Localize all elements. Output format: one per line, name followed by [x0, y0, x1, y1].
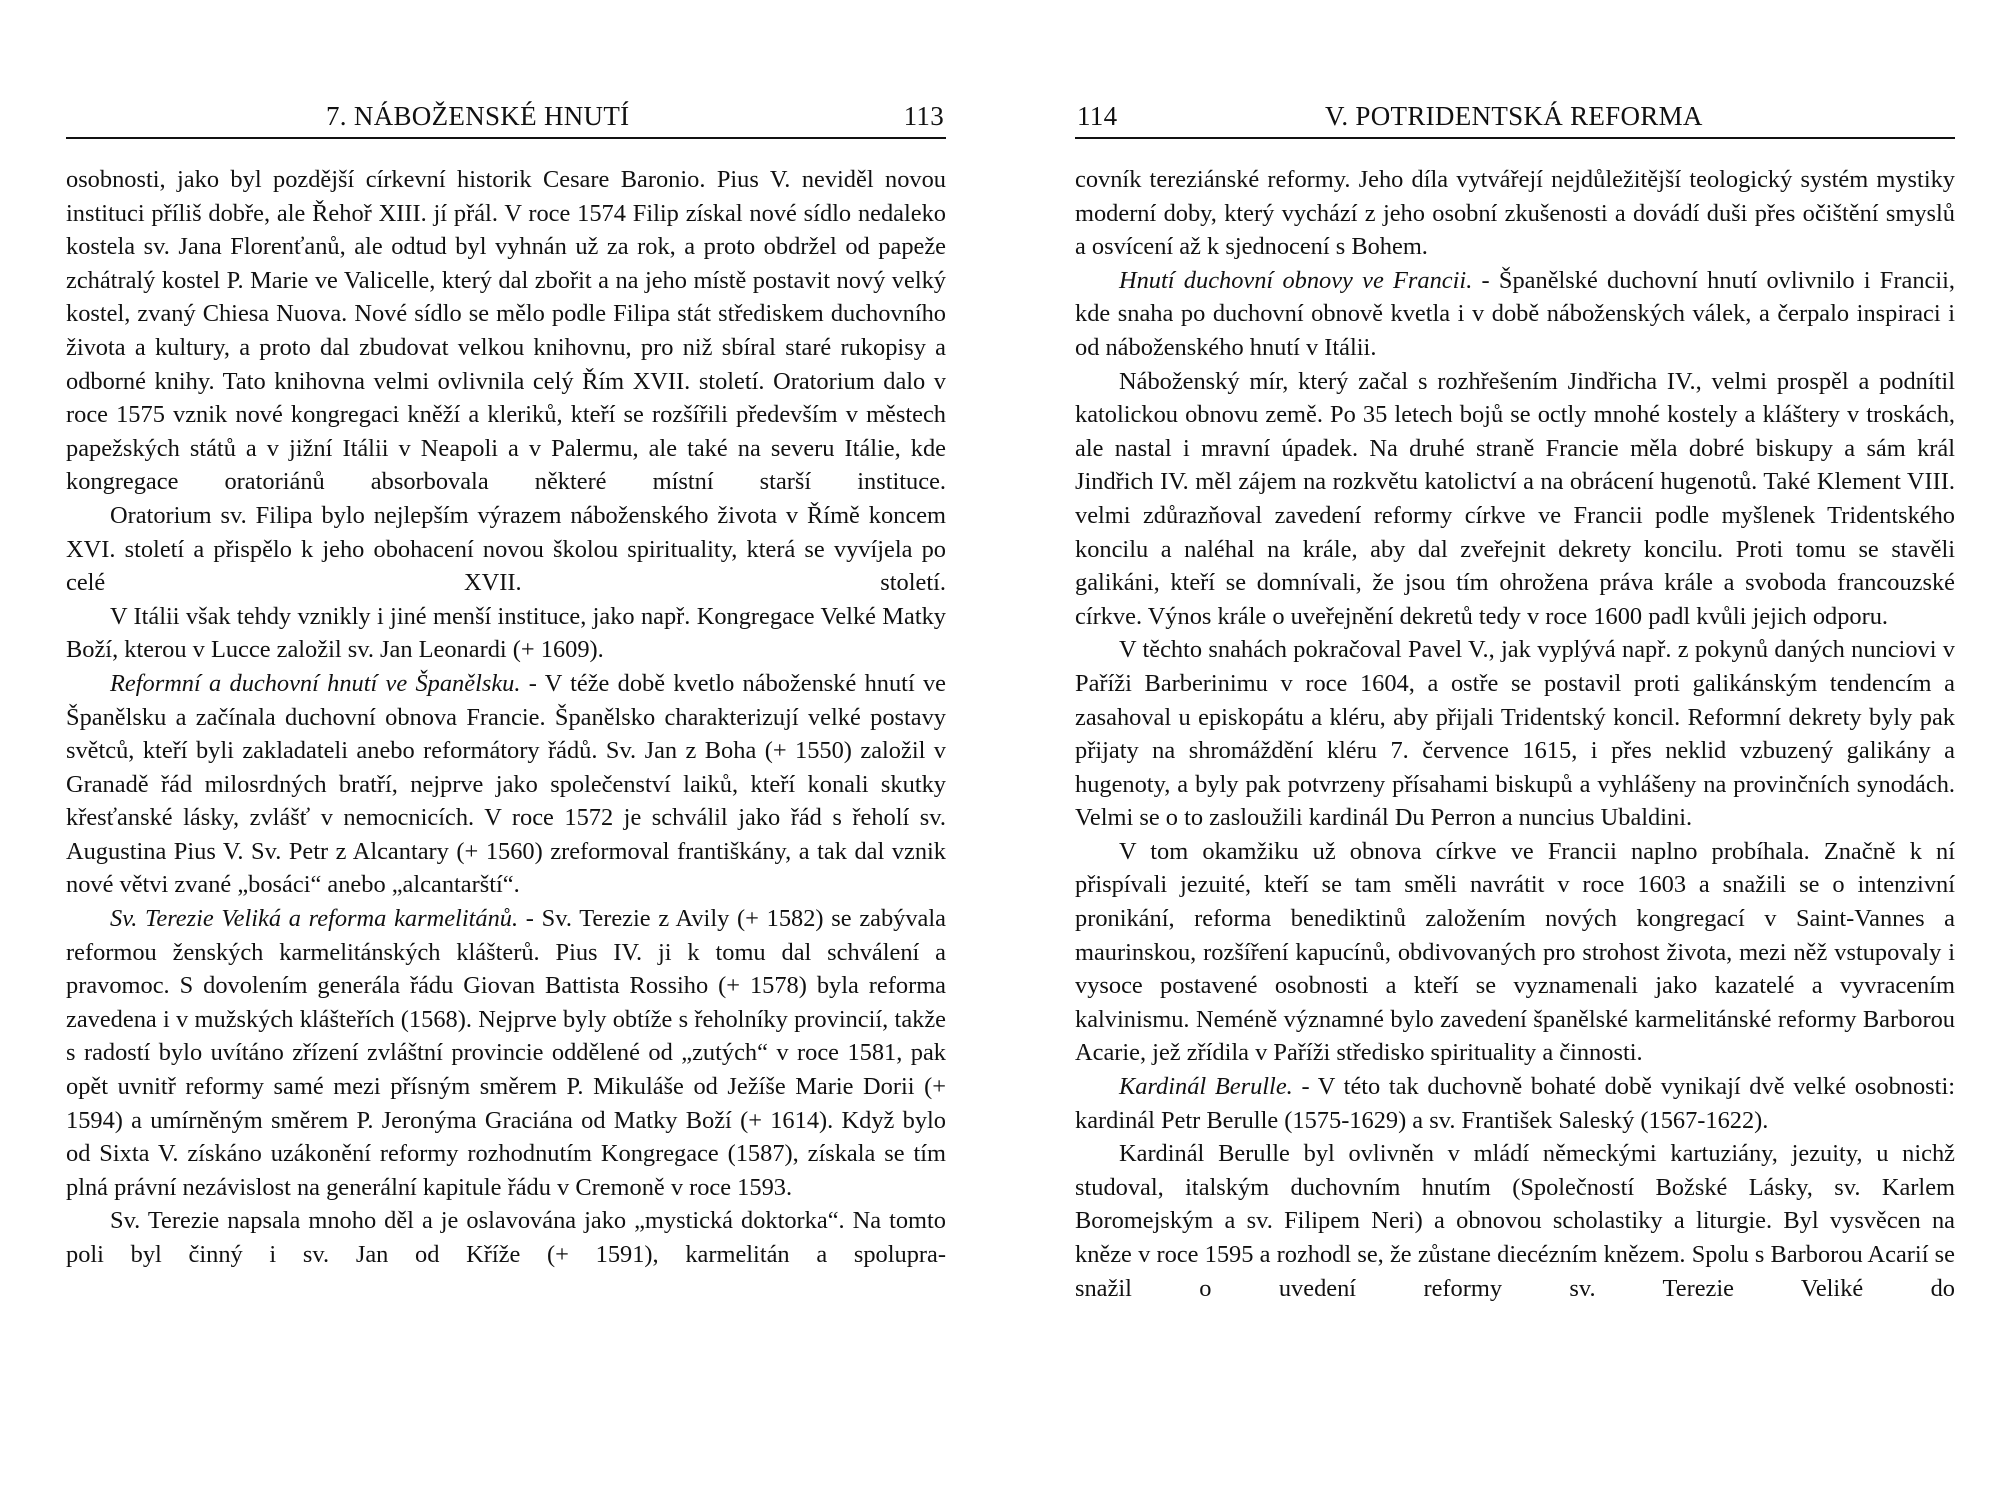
paragraph-text: Sv. Terezie napsala mnoho děl a je oslavována jako „mystická doktorka“. Na tomto poli byl činný i sv. Jan od Kříže (+ 1591), karmelitán a spolupra-	[66, 1207, 946, 1268]
paragraph-text: V tom okamžiku už obnova církve ve Francii naplno probíhala. Značně k ní přispívali jezuité, kteří se tam směli navrátit v roce 1603 a snažili se o intenzivní pronikání, reforma benediktinů založením nových kongregací v Saint-Vannes a maurinskou, rozšíření kapucínů, obdivovaných pro strohost života, mezi něž vstupovaly i vysoce postavené osobnosti a kteří se vyznamenali jako kazatelé a vyvracením kalvinismu. Neméně významné bylo zavedení španělské karmelitánské reformy Barborou Acarie, jež zřídila v Paříži středisko spirituality a činnosti.	[1075, 837, 1955, 1067]
paragraph-text: - V téže době kvetlo náboženské hnutí ve Španělsku a začínala duchovní obnova Francie. Španělsko charakterizují velké postavy světců, kteří byli zakladateli anebo reformátory řádů. Sv. Jan z Boha (+ 1550) založil v Granadě řád milosrdných bratří, nejprve jako společenství laiků, kteří konali skutky křesťanské lásky, zvlášť v nemocnicích. V roce 1572 je schválil jako řád s řeholí sv. Augustina Pius V. Sv. Petr z Alcantary (+ 1560) zreformoval františkány, a tak dal vznik nové větvi zvané „bosáci“ anebo „alcantarští“.	[66, 669, 946, 899]
paragraph	[66, 600, 946, 667]
paragraph	[1075, 1137, 1955, 1305]
paragraph-text: osobnosti, jako byl pozdější církevní historik Cesare Baronio. Pius V. neviděl novou instituci příliš dobře, ale Řehoř XIII. jí přál. V roce 1574 Filip získal nové sídlo nedaleko kostela sv. Jana Florenťanů, ale odtud byl vyhnán už za rok, a proto obdržel od papeže zchátralý kostel P. Marie ve Valicelle, který dal zbořit a na jeho místě postavit nový velký kostel, zvaný Chiesa Nuova. Nové sídlo se mělo podle Filipa stát střediskem duchovního života a kultury, a proto dal zbudovat velkou knihovnu, pro niž sbíral staré rukopisy a odborné knihy. Tato knihovna velmi ovlivnila celý Řím XVII. století. Oratorium dalo v roce 1575 vznik nové kongregaci kněží a kleriků, kteří se rozšířili především v městech papežských států a v jižní Itálii v Neapoli a v Palermu, ale také na severu Itálie, kde kongregace oratoriánů absorbovala některé místní starší instituce.	[66, 166, 946, 496]
right-page-number: 114	[1077, 101, 1118, 131]
left-page-number: 113	[903, 101, 944, 131]
paragraph-text: Kardinál Berulle byl ovlivněn v mládí německými kartuziány, jezuity, u nichž studoval, italským duchovním hnutím (Společností Božské Lásky, sv. Karlem Boromejským a sv. Filipem Neri) a obnovou scholastiky a liturgie. Byl vysvěcen na kněze v roce 1595 a rozhodl se, že zůstane diecézním knězem. Spolu s Barborou Acarií se snažil o uvedení reformy sv. Terezie Veliké do	[1075, 1140, 1955, 1302]
right-chapter-title: V. POTRIDENTSKÁ REFORMA	[1325, 101, 1703, 131]
paragraph-text: V Itálii však tehdy vznikly i jiné menší instituce, jako např. Kongregace Velké Matky Boží, kterou v Lucce založil sv. Jan Leonardi (+ 1609).	[66, 602, 946, 664]
paragraph-text: Oratorium sv. Filipa bylo nejlepším výrazem náboženského života v Římě koncem XVI. století a přispělo k jeho obohacení novou školou spirituality, která se vyvíjela po celé XVII. století.	[66, 501, 946, 597]
left-running-head	[66, 95, 946, 139]
paragraph-text: - Sv. Terezie z Avily (+ 1582) se zabývala reformou ženských karmelitánských klášterů. Pius IV. ji k tomu dal schválení a pravomoc. S dovolením generála řádu Giovan Battista Rossiho (+ 1578) byla reforma zavedena i v mužských klášteřích (1568). Nejprve byly obtíže s řeholníky provincií, takže s radostí bylo uvítáno zřízení zvláštní provincie oddělené od „zutých“ v roce 1581, pak opět uvnitř reformy samé mezi přísným směrem P. Mikuláše od Ježíše Marie Dorii (+ 1594) a umírněným směrem P. Jeronýma Graciána od Matky Boží (+ 1614). Když bylo od Sixta V. získáno uzákonění reformy rozhodnutím Kongregace (1587), získala se tím plná právní nezávislost na generální kapitule řádu v Cremoně v roce 1593.	[66, 905, 946, 1201]
right-running-head	[1075, 95, 1955, 139]
paragraph	[1075, 264, 1955, 365]
left-chapter-title: 7. NÁBOŽENSKÉ HNUTÍ	[326, 101, 630, 131]
paragraph	[66, 1204, 946, 1271]
paragraph	[66, 667, 946, 902]
left-body-text	[66, 163, 946, 1272]
paragraph-text: covník tereziánské reformy. Jeho díla vytvářejí nejdůležitější teologický systém mystiky moderní doby, který vychází z jeho osobní zkušenosti a dovádí duši přes očištění smyslů a osvícení až k sjednocení s Bohem.	[1075, 166, 1955, 261]
right-page	[1075, 95, 1955, 1465]
paragraph-text: - V této tak duchovně bohaté době vynikají dvě velké osobnosti: kardinál Petr Berulle (1575-1629) a sv. František Saleský (1567-1622).	[1075, 1073, 1955, 1134]
paragraph-text: V těchto snahách pokračoval Pavel V., jak vyplývá např. z pokynů daných nunciovi v Paříži Barberinimu v roce 1604, a ostře se postavil proti galikánským tendencím a zasahoval u episkopátu a kléru, aby přijali Tridentský koncil. Reformní dekrety byly pak přijaty na shromáždění kléru 7. července 1615, i přes neklid vzbuzený galikány a hugenoty, a byly pak potvrzeny přísahami biskupů a vyhlášeny na provinčních synodách. Velmi se o to zasloužili kardinál Du Perron a nuncius Ubaldini.	[1075, 636, 1955, 832]
paragraph-text: Náboženský mír, který začal s rozhřešením Jindřicha IV., velmi prospěl a podnítil katolickou obnovu země. Po 35 letech bojů se octly mnohé kostely a kláštery v troskách, ale nastal i mravní úpadek. Na druhé straně Francie měla dobré biskupy a sám král Jindřich IV. měl zájem na rozkvětu katolictví a na obrácení hugenotů. Také Klement VIII. velmi zdůrazňoval zavedení reformy církve ve Francii podle myšlenek Tridentského koncilu a naléhal na krále, aby dal zveřejnit dekrety koncilu. Proti tomu se stavěli galikáni, kteří se domnívali, že jsou tím ohrožena práva krále a svoboda francouzské církve. Výnos krále o uveřejnění dekretů tedy v roce 1600 padl kvůli jejich odporu.	[1075, 367, 1955, 630]
paragraph-italic-lead: Reformní a duchovní hnutí ve Španělsku.	[110, 669, 521, 697]
paragraph	[1075, 1070, 1955, 1137]
paragraph-text: - Španělské duchovní hnutí ovlivnilo i Francii, kde snaha po duchovní obnově kvetla i v době náboženských válek, a čerpalo inspiraci i od náboženského hnutí v Itálii.	[1075, 266, 1955, 361]
paragraph	[1075, 633, 1955, 835]
paragraph	[1075, 163, 1955, 264]
paragraph	[1075, 365, 1955, 634]
paragraph	[66, 902, 946, 1204]
paragraph	[1075, 835, 1955, 1070]
paragraph	[66, 163, 946, 499]
paragraph-italic-lead: Sv. Terezie Veliká a reforma karmelitánů.	[110, 905, 519, 933]
left-page	[66, 95, 946, 1465]
paragraph-italic-lead: Kardinál Berulle.	[1119, 1073, 1293, 1101]
right-body-text	[1075, 163, 1955, 1305]
paragraph	[66, 499, 946, 600]
paragraph-italic-lead: Hnutí duchovní obnovy ve Francii.	[1119, 266, 1473, 294]
